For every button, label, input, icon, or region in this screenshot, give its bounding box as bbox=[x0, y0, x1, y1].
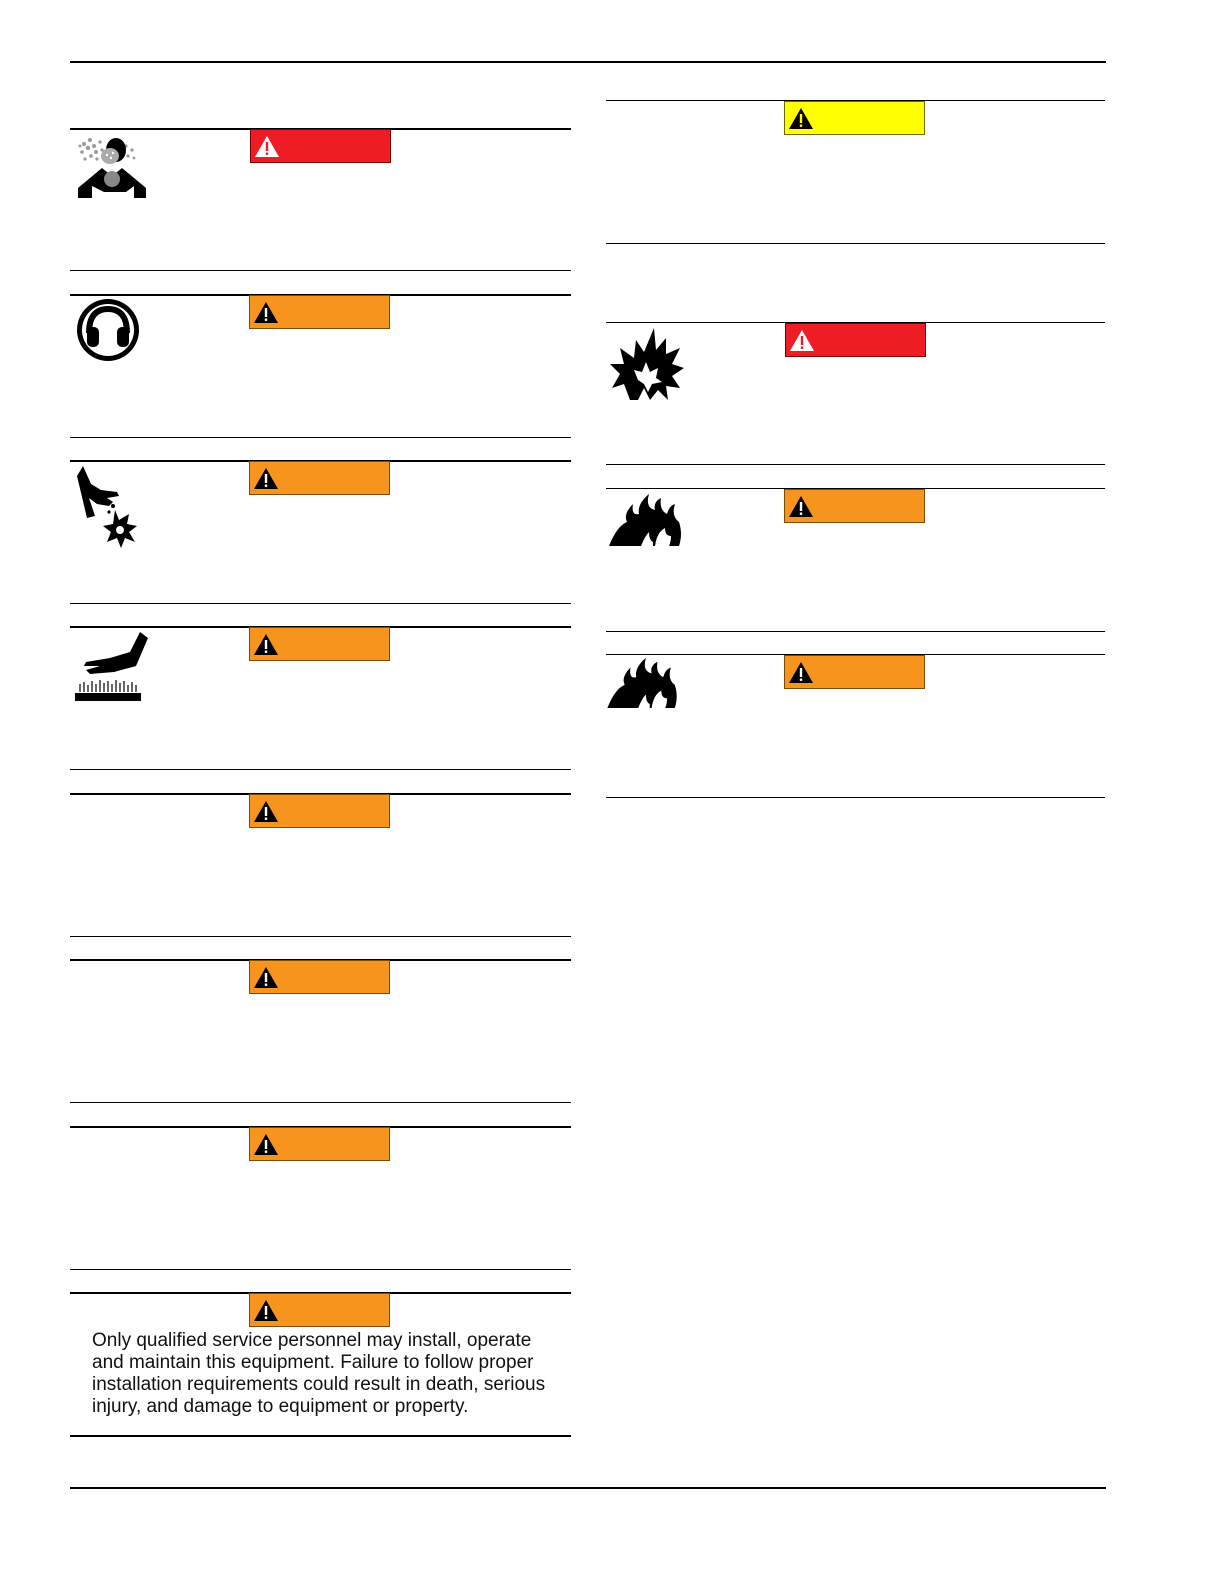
safety-block-6 bbox=[70, 959, 571, 1103]
fire-icon bbox=[609, 492, 683, 546]
warning-signal-word bbox=[249, 794, 390, 828]
warning-signal-word bbox=[249, 960, 390, 994]
warning-signal-word bbox=[249, 1127, 390, 1161]
alert-triangle-icon bbox=[253, 1133, 279, 1156]
alert-triangle-icon bbox=[254, 135, 280, 158]
danger-signal-word bbox=[250, 129, 391, 163]
caution-signal-word bbox=[784, 101, 925, 135]
warning-signal-word bbox=[784, 655, 925, 689]
moving-parts-icon bbox=[73, 464, 149, 550]
alert-triangle-icon bbox=[253, 467, 279, 490]
alert-triangle-icon bbox=[253, 301, 279, 324]
safety-block-qualified-personnel bbox=[70, 1292, 571, 1437]
safety-block-hearing bbox=[70, 294, 571, 438]
alert-triangle-icon bbox=[253, 1299, 279, 1322]
toxic-fumes-icon bbox=[76, 132, 148, 198]
safety-block-toxic bbox=[70, 128, 571, 271]
alert-triangle-icon bbox=[789, 329, 815, 352]
alert-triangle-icon bbox=[253, 800, 279, 823]
warning-signal-word bbox=[784, 489, 925, 523]
warning-signal-word bbox=[249, 295, 390, 329]
alert-triangle-icon bbox=[788, 107, 814, 130]
explosion-icon bbox=[610, 328, 684, 400]
safety-block-hot-surface bbox=[70, 626, 571, 770]
alert-triangle-icon bbox=[788, 661, 814, 684]
hearing-protection-icon bbox=[75, 297, 141, 363]
warning-signal-word bbox=[249, 1293, 390, 1327]
safety-block-explosion bbox=[606, 322, 1105, 465]
safety-block-7 bbox=[70, 1126, 571, 1270]
warning-signal-word bbox=[249, 461, 390, 495]
alert-triangle-icon bbox=[253, 633, 279, 656]
warning-signal-word bbox=[249, 627, 390, 661]
qualified-personnel-text: Only qualified service personnel may install, operate and maintain this equipment. Failure to follow proper installation requirements could result in death, serious injury, and damage to equipment or property. bbox=[92, 1330, 546, 1417]
alert-triangle-icon bbox=[788, 495, 814, 518]
header-rule bbox=[70, 61, 1106, 63]
hot-surface-icon bbox=[74, 630, 148, 704]
safety-block-caution bbox=[606, 100, 1105, 244]
safety-block-moving-parts bbox=[70, 460, 571, 604]
fire-icon bbox=[606, 656, 680, 708]
safety-block-5 bbox=[70, 793, 571, 937]
safety-block-fire-1 bbox=[606, 488, 1105, 632]
alert-triangle-icon bbox=[253, 966, 279, 989]
safety-block-fire-2 bbox=[606, 654, 1105, 798]
danger-signal-word bbox=[785, 323, 926, 357]
footer-rule bbox=[70, 1487, 1106, 1489]
